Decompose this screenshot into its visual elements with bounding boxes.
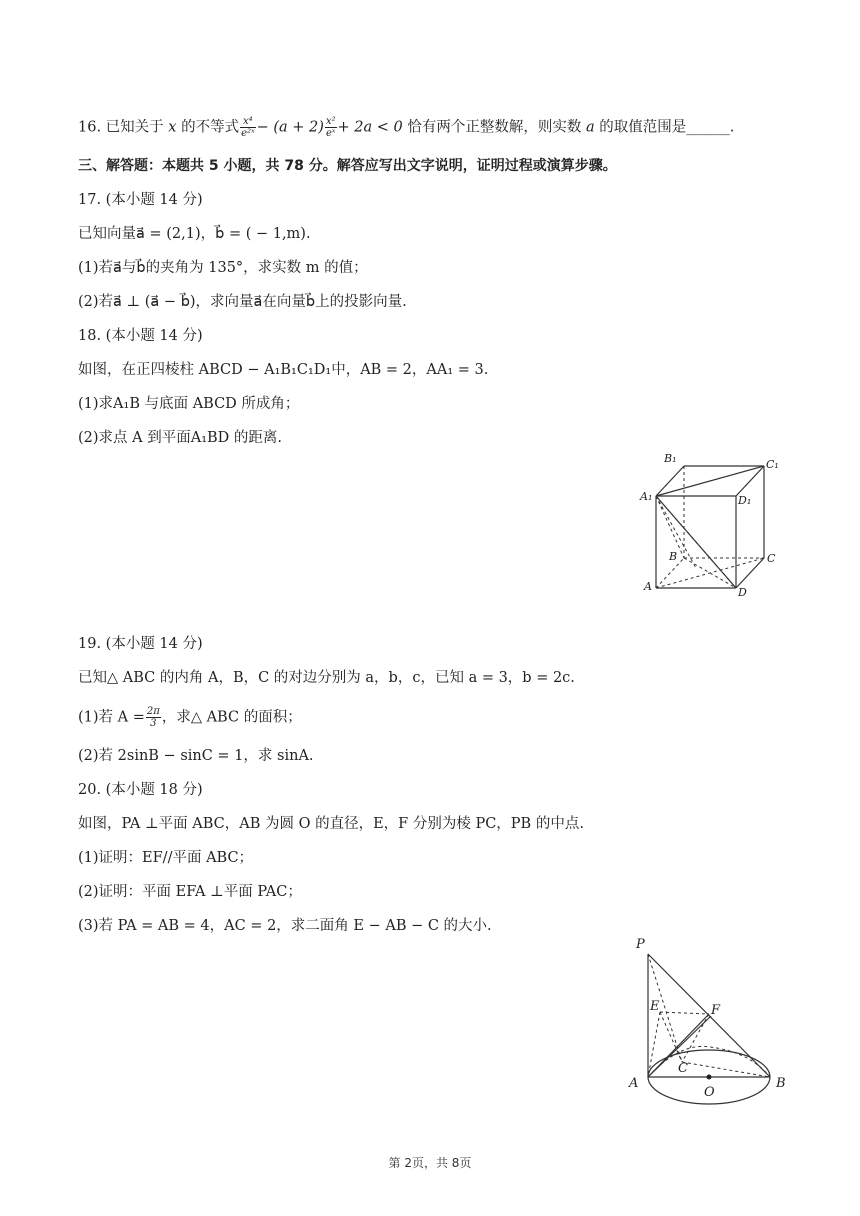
- q17-line-1: 已知向量a⃗ = (2,1)，b⃗ = ( − 1,m).: [78, 226, 311, 242]
- q20-line-2: (1)证明：EF//平面 ABC；: [78, 850, 254, 866]
- label-f: F: [711, 1003, 721, 1018]
- label-d1: D₁: [738, 494, 752, 507]
- prism-figure: [636, 448, 786, 598]
- q17-line-2: (1)若a⃗与b⃗的夹角为 135°，求实数 m 的值；: [78, 260, 368, 276]
- page-footer: 第 2页，共 8页: [388, 1156, 472, 1170]
- q20-line-1: 如图，PA ⊥平面 ABC，AB 为圆 O 的直径，E，F 分别为棱 PC，PB 的中点.: [78, 816, 584, 832]
- q16-fraction-2: $\frac{\text{x²}}{\text{eˣ}}$: [325, 116, 336, 139]
- q19-line-1: 已知△ ABC 的内角 A，B，C 的对边分别为 a，b，c，已知 a = 3，b = 2c.: [78, 670, 575, 686]
- section-heading: 三、解答题：本题共 5 小题，共 78 分。解答应写出文字说明，证明过程或演算步骤。: [78, 158, 617, 174]
- label-c1: C₁: [766, 458, 779, 471]
- q17-header: 17. (本小题 14 分): [78, 192, 203, 208]
- q20-line-3: (2)证明：平面 EFA ⊥平面 PAC；: [78, 884, 302, 900]
- label-b1: B₁: [664, 452, 677, 465]
- label-c: C: [767, 552, 776, 565]
- label-c: C: [678, 1061, 688, 1076]
- label-a: A: [629, 1076, 639, 1091]
- q18-header: 18. (本小题 14 分): [78, 328, 203, 344]
- q19-line-2: (1)若 A = $\frac{2\pi}{3}$ ，求△ ABC 的面积；: [78, 706, 302, 729]
- q16-fraction-1: $\frac{\text{x⁴}}{\text{e²ˣ}}$: [241, 116, 255, 139]
- q19-line-3: (2)若 2sinB − sinC = 1，求 sinA.: [78, 748, 314, 764]
- q19-fraction: $\frac{2\pi}{3}$: [146, 706, 160, 729]
- q18-line-2: (1)求A₁B 与底面 ABCD 所成角；: [78, 396, 300, 412]
- q17-line-3: (2)若a⃗ ⊥ (a⃗ − b⃗)，求向量a⃗在向量b⃗上的投影向量.: [78, 294, 407, 310]
- q20-header: 20. (本小题 18 分): [78, 782, 203, 798]
- label-a: A: [644, 580, 652, 593]
- label-p: P: [636, 937, 645, 952]
- q20-line-4: (3)若 PA = AB = 4，AC = 2，求二面角 E − AB − C 的大小.: [78, 918, 492, 934]
- label-d: D: [738, 586, 747, 598]
- label-o: O: [704, 1085, 715, 1100]
- label-b: B: [669, 550, 678, 563]
- q18-line-3: (2)求点 A 到平面A₁BD 的距离.: [78, 430, 283, 446]
- q19-header: 19. (本小题 14 分): [78, 636, 203, 652]
- q18-line-1: 如图，在正四棱柱 ABCD − A₁B₁C₁D₁中，AB = 2，AA₁ = 3.: [78, 362, 489, 378]
- label-a1: A₁: [640, 490, 653, 503]
- label-e: E: [650, 999, 660, 1014]
- circle-figure: [620, 932, 800, 1112]
- q16-line: 16. 已知关于 x 的不等式 $\frac{\text{x⁴}}{\text{e²ˣ}}$ − (a + 2) $\frac{\text{x²}}{\text{eˣ}}$ + 2a < 0 恰有两个正整数解，则实数 a 的取值范围是______.: [78, 116, 735, 139]
- label-b: B: [776, 1076, 786, 1091]
